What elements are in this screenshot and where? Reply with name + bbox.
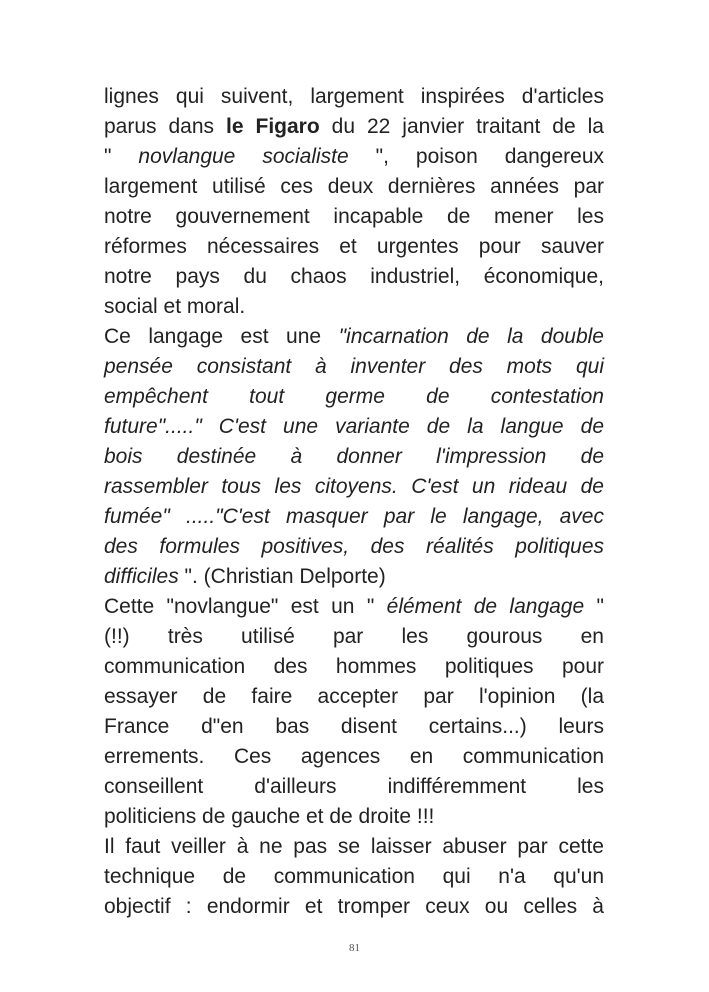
text-line: communication des hommes politiques pour <box>104 655 604 678</box>
text-line: politiciens de gauche et de droite !!! <box>104 805 435 828</box>
quote-line: bois destinée à donner l'impression de <box>104 445 604 468</box>
text-line: France d"en bas disent certains...) leurs <box>104 715 604 738</box>
text-line: (!!) très utilisé par les gourous en <box>104 625 604 648</box>
italic-phrase: élément de langage <box>386 595 597 618</box>
text-line: " novlangue socialiste ", poison dangereux <box>104 145 605 168</box>
quote-line: empêchent tout germe de contestation <box>104 385 604 408</box>
quote-text: "incarnation de la double <box>338 325 604 348</box>
page-number: 81 <box>349 942 360 954</box>
text-line: essayer de faire accepter par l'opinion (la <box>104 685 604 708</box>
text-line: difficiles ". (Christian Delporte) <box>104 565 386 588</box>
quote-line: future"....." C'est une variante de la langue de <box>104 415 604 438</box>
quote-line: fumée" ....."C'est masquer par le langage, avec <box>104 505 604 528</box>
quote-line: pensée consistant à inventer des mots qui <box>104 355 604 378</box>
text-line: Il faut veiller à ne pas se laisser abuser par cette <box>104 835 604 858</box>
quote-text: difficiles <box>104 565 185 588</box>
text-line: errements. Ces agences en communication <box>104 745 604 768</box>
text-line: conseillent d'ailleurs indifféremment les <box>104 775 604 798</box>
text-line: lignes qui suivent, largement inspirées d'articles <box>104 85 604 108</box>
body-text <box>104 82 604 922</box>
text-line: social et moral. <box>104 295 246 318</box>
text-line: largement utilisé ces deux dernières années par <box>104 175 604 198</box>
text-line: Cette "novlangue" est un " élément de langage " <box>104 595 604 618</box>
quote-line: rassembler tous les citoyens. C'est un rideau de <box>104 475 604 498</box>
text-line: notre pays du chaos industriel, économique, <box>104 265 604 288</box>
text-line: parus dans le Figaro du 22 janvier traitant de la <box>104 115 604 138</box>
text-line: notre gouvernement incapable de mener les <box>104 205 604 228</box>
text-line: objectif : endormir et tromper ceux ou celles à <box>104 895 604 918</box>
newspaper-name: le Figaro <box>226 115 320 138</box>
italic-phrase: novlangue socialiste <box>111 145 376 168</box>
text-line: technique de communication qui n'a qu'un <box>104 865 604 888</box>
text-line: Ce langage est une "incarnation de la double <box>104 325 604 348</box>
text-line: réformes nécessaires et urgentes pour sauver <box>104 235 604 258</box>
quote-line: des formules positives, des réalités politiques <box>104 535 604 558</box>
